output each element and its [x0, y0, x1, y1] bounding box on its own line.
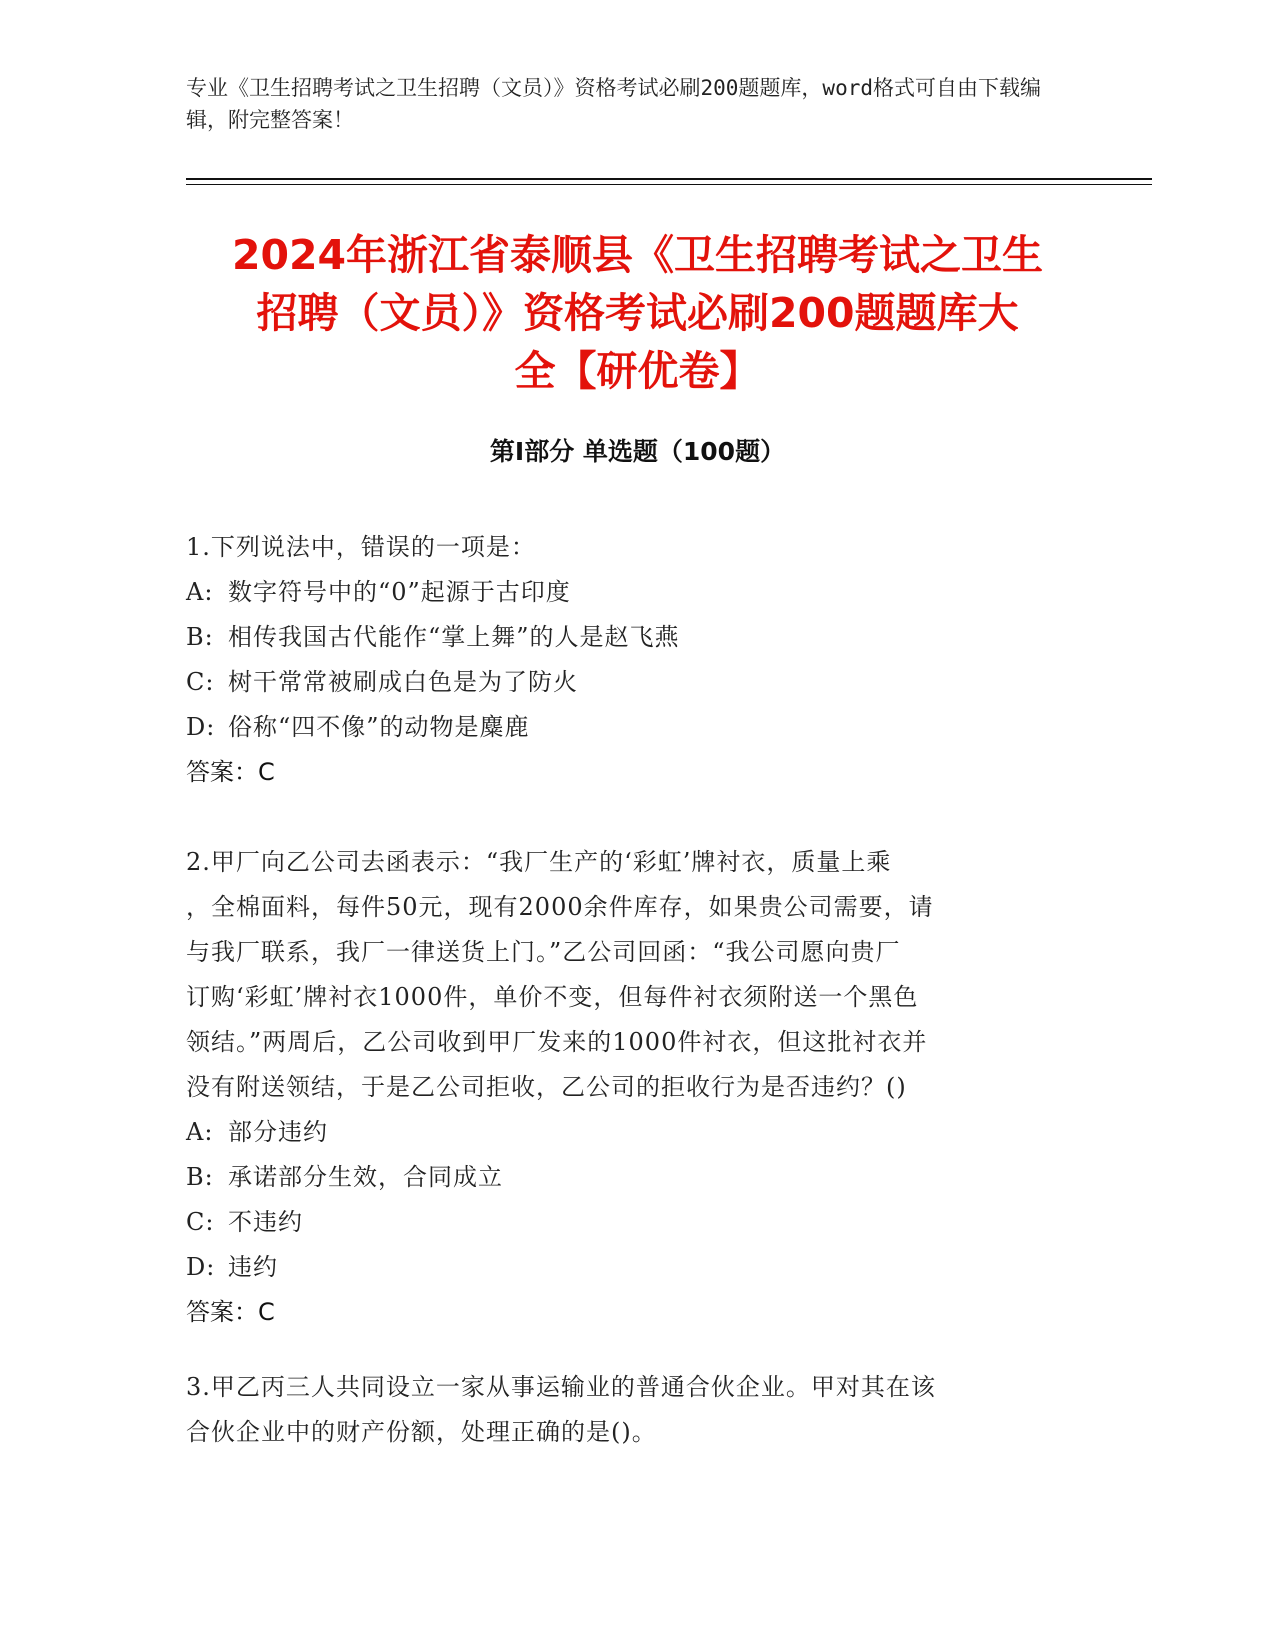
question-stem-line: 与我厂联系，我厂一律送货上门。”乙公司回函：“我公司愿向贵厂: [186, 938, 901, 966]
option-letter: D:: [186, 1253, 216, 1281]
option-a: [186, 570, 1066, 615]
question-stem-line: 2.甲厂向乙公司去函表示：“我厂生产的‘彩虹’牌衬衣，质量上乘: [186, 848, 892, 876]
document-title: [150, 226, 1125, 400]
question-stem-line: ，全棉面料，每件50元，现有2000余件库存，如果贵公司需要，请: [186, 893, 934, 921]
document-title-line: 招聘（文员）》资格考试必刷200题题库大: [256, 289, 1019, 337]
option-d: [186, 705, 1066, 750]
option-text: 树干常常被刷成白色是为了防火: [228, 668, 578, 696]
header-note: 专业《卫生招聘考试之卫生招聘（文员）》资格考试必刷200题题库，word格式可自由下载编辑，附完整答案！: [186, 76, 1041, 132]
document-title-line: 2024年浙江省泰顺县《卫生招聘考试之卫生: [231, 231, 1044, 279]
question-3: [186, 1365, 1066, 1455]
option-b: [186, 1155, 1066, 1200]
option-text: 违约: [228, 1253, 278, 1281]
option-letter: C:: [186, 1208, 215, 1236]
option-c: [186, 660, 1066, 705]
option-text: 不违约: [228, 1208, 303, 1236]
option-c: [186, 1200, 1066, 1245]
option-letter: A:: [186, 1118, 214, 1146]
question-1: [186, 525, 1066, 795]
option-letter: D:: [186, 713, 216, 741]
option-letter: B:: [186, 1163, 214, 1191]
option-text: 数字符号中的“0”起源于古印度: [228, 578, 571, 606]
question-stem: 1.下列说法中，错误的一项是：: [186, 533, 536, 561]
option-a: [186, 1110, 1066, 1155]
question-stem-line: 领结。”两周后，乙公司收到甲厂发来的1000件衬衣，但这批衬衣并: [186, 1028, 928, 1056]
option-letter: A:: [186, 578, 214, 606]
option-d: [186, 1245, 1066, 1290]
option-text: 部分违约: [228, 1118, 328, 1146]
document-title-line: 全【研优卷】: [514, 347, 761, 395]
header-rule-thick: [186, 178, 1152, 180]
question-stem-line: 没有附送领结，于是乙公司拒收，乙公司的拒收行为是否违约？(): [186, 1073, 907, 1101]
option-letter: C:: [186, 668, 215, 696]
option-text: 俗称“四不像”的动物是麋鹿: [228, 713, 530, 741]
option-letter: B:: [186, 623, 214, 651]
answer-line: 答案：C: [186, 1298, 275, 1326]
option-text: 相传我国古代能作“掌上舞”的人是赵飞燕: [228, 623, 680, 651]
option-b: [186, 615, 1066, 660]
header-rule-thin: [186, 184, 1152, 185]
answer-line: 答案：C: [186, 758, 275, 786]
section-heading: 第Ⅰ部分 单选题（100题）: [489, 437, 786, 466]
option-text: 承诺部分生效，合同成立: [228, 1163, 503, 1191]
question-stem-line: 订购‘彩虹’牌衬衣1000件，单价不变，但每件衬衣须附送一个黑色: [186, 983, 919, 1011]
question-stem-line: 3.甲乙丙三人共同设立一家从事运输业的普通合伙企业。甲对其在该: [186, 1373, 936, 1401]
question-stem-line: 合伙企业中的财产份额，处理正确的是()。: [186, 1418, 657, 1446]
question-2: [186, 840, 1066, 1335]
